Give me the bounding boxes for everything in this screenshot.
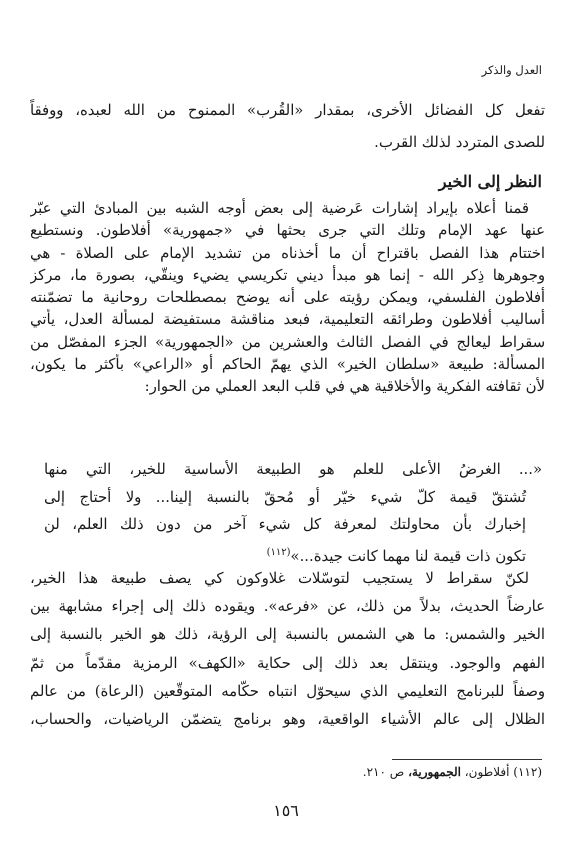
text-line: قمنا أعلاه بإيراد إشارات عَرضية إلى بعض أوجه الشبه بين المبادئ التي عبّر: [30, 200, 529, 217]
text-line: وجوهرها ذِكر الله - إنما هو مبدأ ديني تكريسي يضيء وينقّي، بصورة ما، مركز: [30, 266, 545, 284]
text-line: المسألة: طبيعة «سلطان الخير» الذي يهمّ الحاكم أو «الراعي» بأكثر ما يكون،: [30, 356, 545, 374]
text-line: الفهم والوجود. وينتقل بعد ذلك إلى حكاية «الكهف» الرمزية مقدّماً من ثمّ: [30, 654, 545, 672]
footnote-author: أفلاطون،: [464, 765, 510, 779]
footnote-divider: [392, 759, 542, 760]
footnote-number: (١١٢): [513, 765, 542, 779]
quote-line-text: تكون ذات قيمة لنا مهما كانت جيدة...»: [290, 548, 526, 566]
text-line: عارضاً الحديث، بدلاً من ذلك، عن «فرعه». ويقوده ذلك إلى إجراء مشابهة بين: [30, 598, 545, 616]
text-line: سقراط ليعالج في الفصل الثالث والعشرين من «الجمهورية» الجزء المفصّل من: [30, 333, 545, 351]
body-paragraph: [30, 198, 545, 399]
page-number: ١٥٦: [273, 801, 299, 820]
footnote-work-title: الجمهورية،: [408, 765, 461, 779]
quote-line: تُشتقّ قيمة كلّ شيء خيّر أو مُحقّ بالنسبة إلينا... ولا أحتاج إلى: [44, 488, 526, 506]
intro-paragraph: [30, 95, 545, 159]
text-line: عنها عهد الإمام وتلك التي جرى بحثها في «جمهورية» أفلاطون. ونستطيع: [30, 222, 545, 240]
text-line: تفعل كل الفضائل الأخرى، بمقدار «القُرب» الممنوح من الله لعبده، ووفقاً: [30, 102, 545, 119]
text-line: أساليب أفلاطون وطرائقه التعليمية، فبعد مناقشة مستفيضة لمسألة العدل، يأتي: [30, 311, 545, 329]
text-line: الخير والشمس: ما هي الشمس بالنسبة إلى الرؤية، ذلك هو الخير بالنسبة إلى: [30, 626, 545, 644]
text-line: للصدى المتردد لذلك القرب.: [374, 134, 545, 151]
section-heading: النظر إلى الخير: [438, 172, 542, 191]
text-line: لأن ثقافته الفكرية والأخلاقية هي في قلب البعد العملي من الحوار:: [144, 378, 545, 396]
footnote-marker[interactable]: (١١٢): [266, 547, 291, 559]
text-line: الظلال إلى عالم الأشياء الواقعية، وهو برنامج يتضمّن الرياضيات، والحساب،: [30, 711, 545, 729]
footnote: [363, 765, 542, 779]
quote-line: «... الغرضُ الأعلى للعلم هو الطبيعة الأساسية للخير، التي منها: [44, 461, 542, 478]
text-line: لكنّ سقراط لا يستجيب لتوسّلات غلاوكون كي يصف طبيعة هذا الخير،: [30, 570, 529, 587]
text-line: أفلاطون الفلسفي، ويمكن رؤيته على أنه يوضح بمصطلحات روحانية ما تضمّنته: [30, 289, 545, 307]
quote-line: إخبارك بأن محاولتك لمعرفة كل شيء آخر من دون ذلك العلم، لن: [44, 516, 526, 534]
footnote-pages: ص ٢١٠.: [362, 765, 405, 779]
running-header: العدل والذكر: [481, 63, 542, 77]
body-paragraph: [30, 565, 545, 734]
text-line: وصفاً للبرنامج التعليمي الذي سيحوّل انتباه حكّامه المتوقّعين (الرعاة) من عالم: [30, 682, 545, 700]
block-quote: [44, 456, 542, 571]
text-line: اختتام هذا الفصل باقتراح أن ما أخذناه من تشديد الإمام على الصلاة - هي: [30, 244, 545, 262]
